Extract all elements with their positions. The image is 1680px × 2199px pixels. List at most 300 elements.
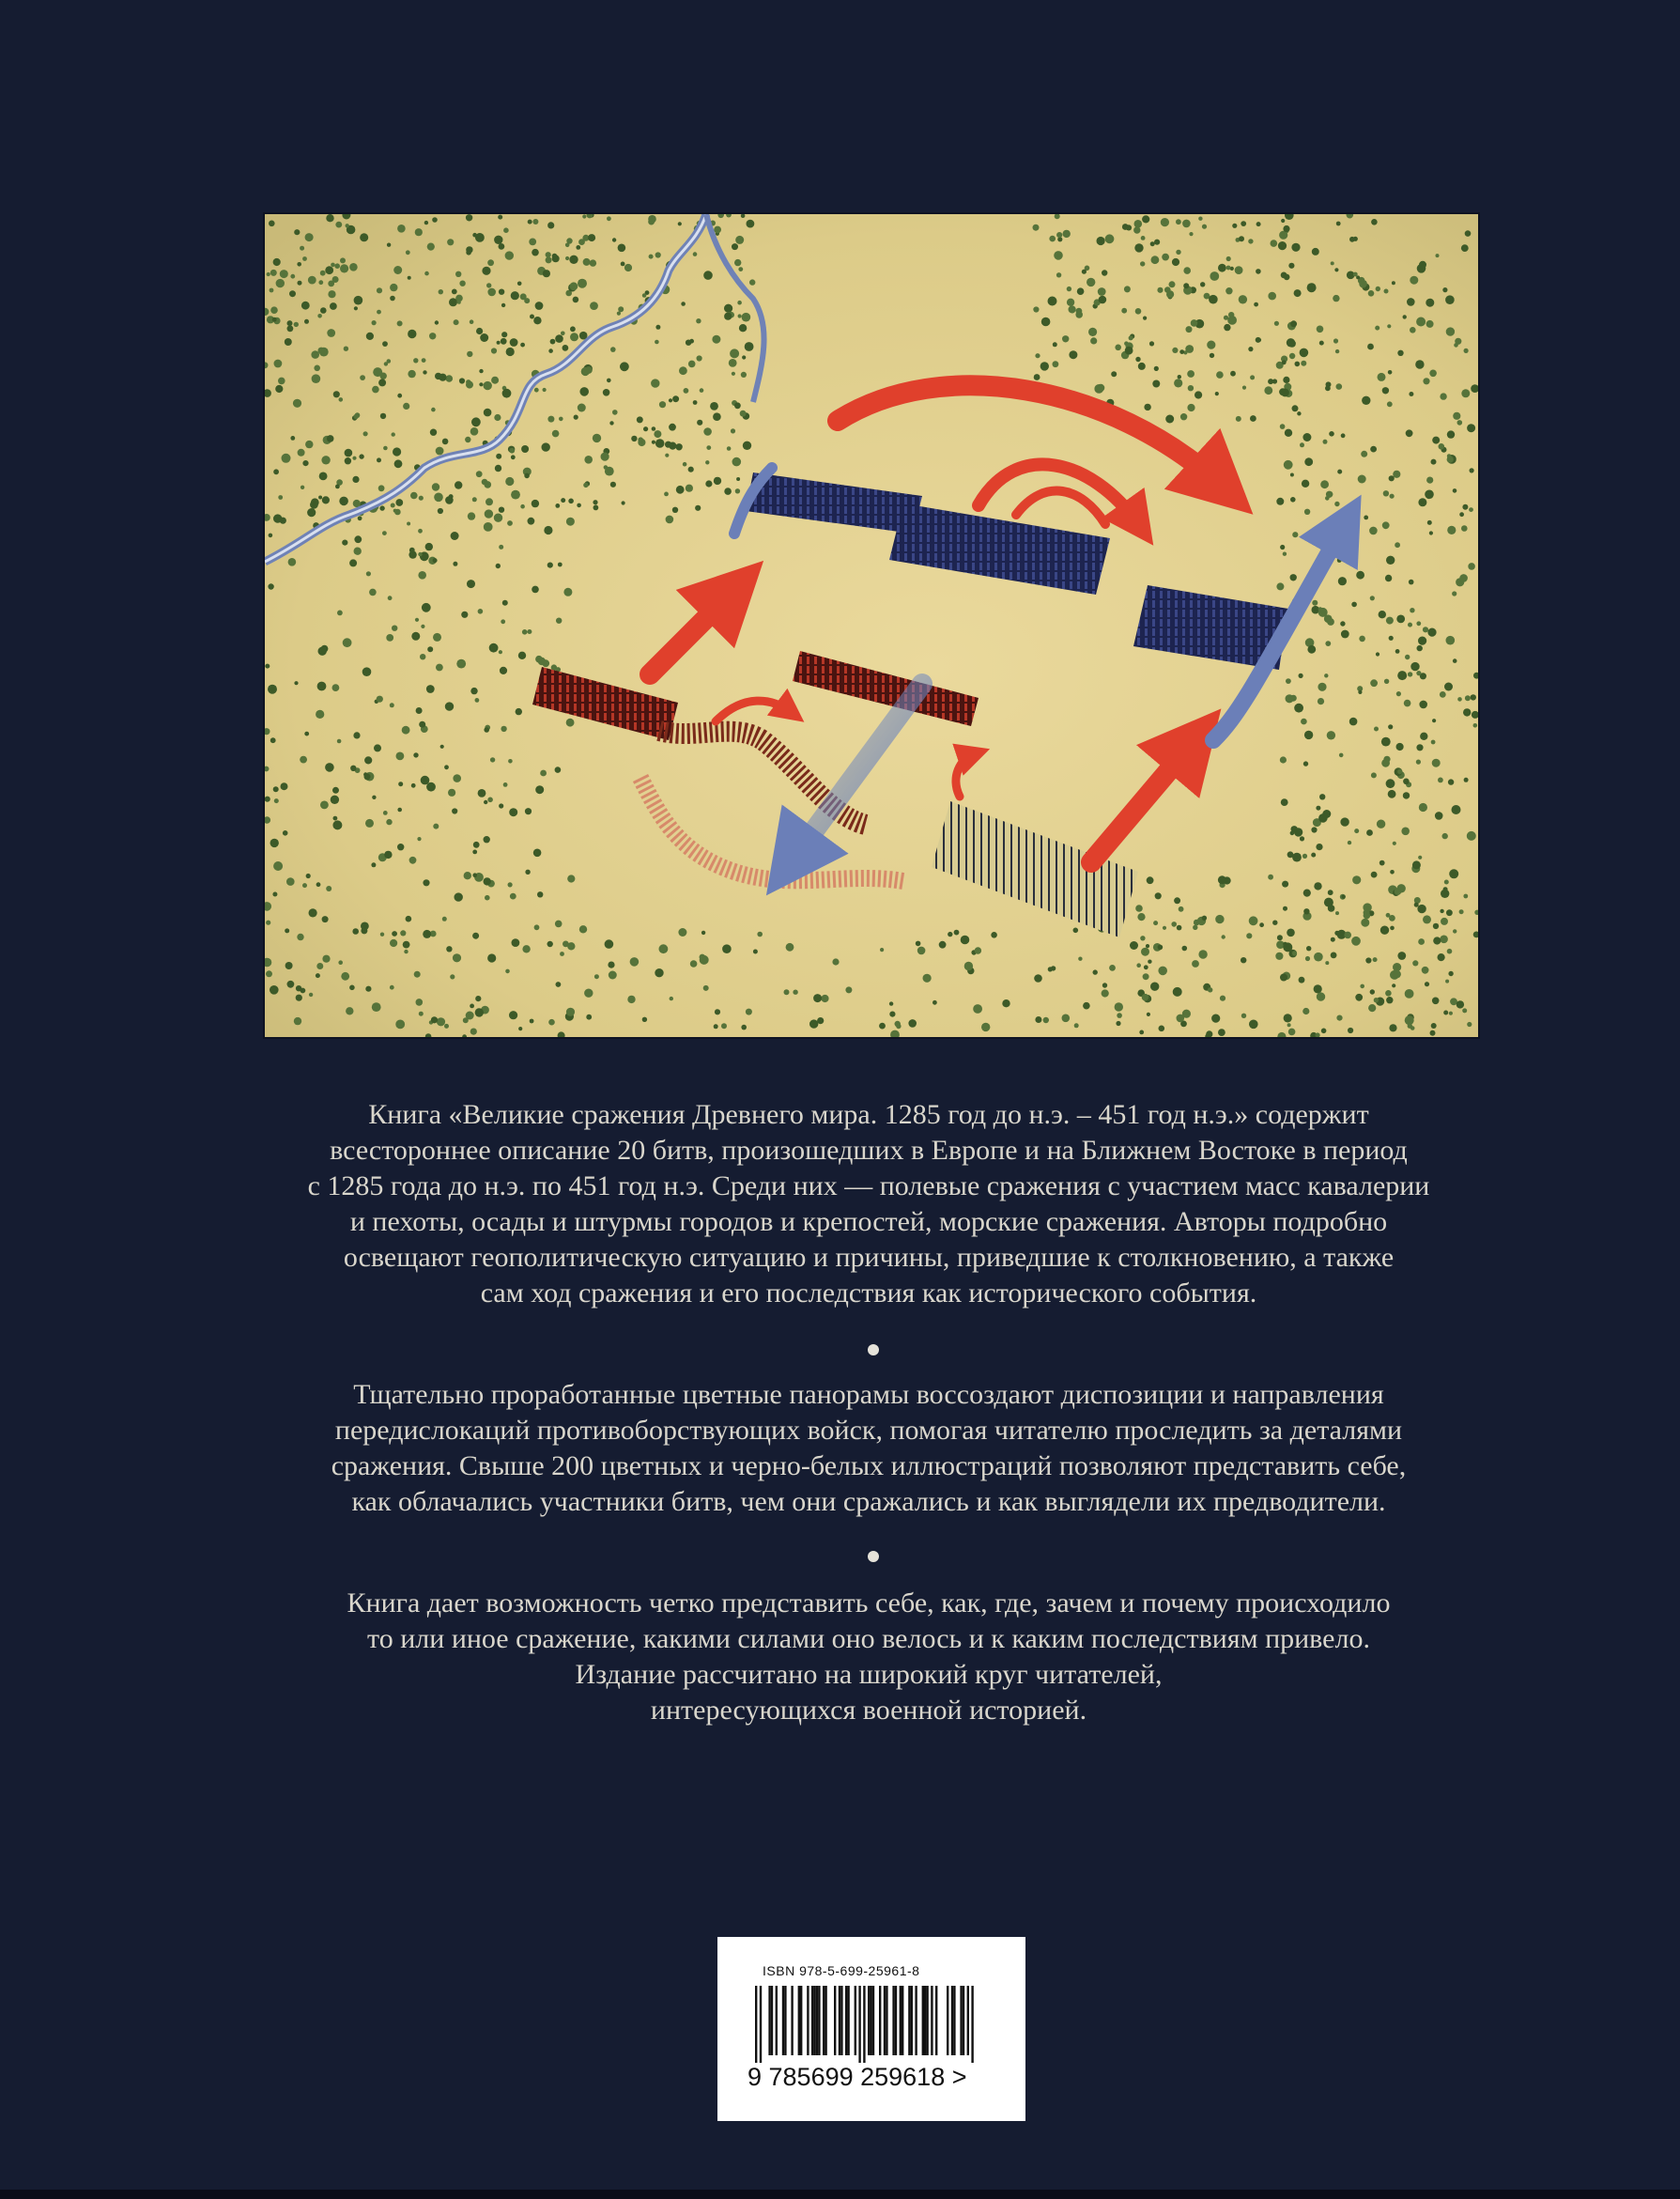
bush xyxy=(354,535,362,543)
bush xyxy=(1318,698,1324,705)
bush xyxy=(1464,778,1469,782)
bush xyxy=(1177,925,1182,931)
bush xyxy=(1077,287,1085,295)
bush xyxy=(478,789,486,798)
bush xyxy=(570,326,576,332)
bush xyxy=(1227,316,1237,325)
bush xyxy=(1416,621,1421,626)
bush xyxy=(1074,1023,1079,1028)
bush xyxy=(565,256,569,260)
bush xyxy=(1448,779,1454,784)
bush xyxy=(1338,577,1347,585)
bush xyxy=(1288,263,1294,269)
bush xyxy=(607,379,611,383)
bush xyxy=(294,681,298,685)
bush xyxy=(296,985,301,991)
bush xyxy=(608,962,614,968)
bush xyxy=(1192,960,1199,968)
text-line: как облачались участники битв, чем они сражались и как выглядели их предводители. xyxy=(351,1486,1386,1517)
bush xyxy=(314,365,320,372)
bush xyxy=(270,288,274,293)
bush xyxy=(479,369,483,373)
bush xyxy=(332,276,339,283)
bush xyxy=(472,497,477,502)
bush xyxy=(487,259,494,266)
bush xyxy=(337,739,342,744)
bush xyxy=(1448,971,1453,976)
bush xyxy=(1259,922,1264,927)
bush xyxy=(288,558,297,566)
bush xyxy=(1409,580,1414,585)
bush xyxy=(455,481,462,488)
bush xyxy=(363,431,368,436)
bush xyxy=(1331,261,1334,265)
bush xyxy=(1306,946,1311,951)
bush xyxy=(1417,645,1423,651)
bush xyxy=(1158,945,1164,951)
bush xyxy=(563,345,569,351)
bush xyxy=(510,893,516,900)
bush xyxy=(529,239,536,246)
bush xyxy=(1370,446,1377,453)
bush xyxy=(631,436,637,441)
bush xyxy=(586,1014,592,1020)
bush xyxy=(714,226,721,234)
bush xyxy=(1438,953,1445,961)
bush xyxy=(1239,236,1244,241)
bush xyxy=(392,432,395,436)
bush xyxy=(740,410,747,417)
bush xyxy=(1248,347,1253,351)
bush xyxy=(734,402,741,409)
bush xyxy=(1200,282,1205,286)
bush xyxy=(1381,737,1391,747)
bush xyxy=(1188,385,1194,391)
barcode-bar xyxy=(845,1986,847,2055)
bush xyxy=(1416,317,1426,327)
bush xyxy=(345,449,353,457)
bush xyxy=(1161,218,1169,226)
bush xyxy=(1189,232,1193,236)
bush xyxy=(382,531,387,535)
bush xyxy=(455,892,463,901)
bush xyxy=(669,398,672,402)
bush xyxy=(1098,287,1106,296)
bush xyxy=(285,338,292,346)
bush xyxy=(273,469,279,474)
bush xyxy=(470,688,477,694)
bush xyxy=(322,496,330,503)
bush xyxy=(1462,504,1468,510)
bush xyxy=(377,310,381,315)
bush xyxy=(423,930,431,938)
bush xyxy=(328,290,335,298)
text-line: сражения. Свыше 200 цветных и черно-белых иллюстраций позволяют представить себе, xyxy=(331,1450,1407,1481)
bush xyxy=(609,971,617,980)
bush xyxy=(1361,451,1367,457)
bush xyxy=(318,348,325,354)
bush xyxy=(395,499,403,506)
bush xyxy=(1115,1002,1123,1011)
bush xyxy=(556,982,562,987)
bush xyxy=(404,950,408,953)
bush xyxy=(466,379,470,384)
bush xyxy=(320,271,326,276)
bush xyxy=(500,667,507,674)
bush xyxy=(520,343,525,348)
bush xyxy=(517,282,522,286)
bush xyxy=(332,820,342,829)
bush xyxy=(655,439,665,448)
bush xyxy=(1395,542,1400,548)
bush xyxy=(570,282,578,290)
bush xyxy=(452,289,457,295)
bush xyxy=(1124,286,1131,292)
bush xyxy=(713,412,721,421)
bush xyxy=(456,659,466,669)
bush xyxy=(1361,919,1369,927)
bush xyxy=(317,682,327,691)
bush xyxy=(991,932,997,938)
bush xyxy=(1141,948,1149,956)
bush xyxy=(418,571,426,580)
bush xyxy=(1367,344,1374,350)
bush xyxy=(1187,404,1194,411)
bush xyxy=(1457,1000,1464,1008)
bush xyxy=(686,485,693,492)
bush xyxy=(548,348,553,353)
bush xyxy=(1335,349,1339,353)
bush xyxy=(1150,241,1155,246)
bush xyxy=(1432,998,1440,1005)
bush xyxy=(555,503,560,508)
bush xyxy=(518,652,526,659)
bush xyxy=(715,1009,720,1014)
bush xyxy=(654,430,661,438)
bush xyxy=(1187,370,1194,378)
bush xyxy=(530,315,534,319)
bush xyxy=(508,759,513,764)
barcode-bar xyxy=(868,1986,870,2055)
barcode-bar xyxy=(926,1986,928,2055)
bush xyxy=(485,895,490,901)
bush xyxy=(1122,224,1129,230)
bush xyxy=(418,529,423,534)
bush xyxy=(1158,967,1167,976)
bush xyxy=(1062,335,1069,342)
bush xyxy=(1294,704,1303,713)
bush xyxy=(735,488,740,493)
bush xyxy=(620,362,629,371)
bush xyxy=(1348,841,1351,844)
bush xyxy=(1194,391,1202,398)
bush xyxy=(558,563,563,567)
bush xyxy=(732,372,735,376)
bush xyxy=(364,773,371,780)
bush xyxy=(569,256,578,264)
bush xyxy=(265,664,270,669)
bush xyxy=(338,960,343,965)
bush xyxy=(383,811,388,815)
bush xyxy=(1385,990,1392,997)
bush xyxy=(1397,671,1407,680)
bush xyxy=(1387,401,1393,407)
barcode-bar xyxy=(839,1986,840,2055)
bush xyxy=(1397,769,1402,774)
bush xyxy=(294,1017,301,1025)
bush xyxy=(333,391,340,397)
bush xyxy=(1418,856,1422,859)
isbn-label: ISBN 978-5-699-25961-8 xyxy=(763,1963,920,1978)
bush xyxy=(652,426,656,431)
bush xyxy=(1302,433,1311,441)
bush xyxy=(649,255,654,259)
bush xyxy=(1467,831,1476,841)
bush xyxy=(1159,1026,1165,1032)
bush xyxy=(439,374,446,381)
bush xyxy=(510,338,518,347)
bush xyxy=(1053,361,1059,367)
bush xyxy=(300,756,307,764)
bush xyxy=(651,379,659,387)
text-line: Издание рассчитано на широкий круг читателей, xyxy=(575,1659,1163,1690)
bush xyxy=(390,284,397,291)
barcode-bar xyxy=(886,1986,887,2055)
bush xyxy=(1143,973,1149,980)
bush xyxy=(422,358,426,363)
bush xyxy=(486,283,491,287)
bush xyxy=(484,800,487,804)
bush xyxy=(1426,320,1434,328)
bush xyxy=(757,932,763,937)
bush xyxy=(1359,280,1367,288)
bush xyxy=(525,808,532,814)
bush xyxy=(1447,430,1455,438)
bush xyxy=(1049,236,1056,242)
bush xyxy=(1320,480,1329,488)
bush xyxy=(1375,326,1379,331)
bush xyxy=(1435,812,1443,820)
bush xyxy=(1302,854,1307,859)
bush xyxy=(494,414,501,421)
barcode-bar xyxy=(884,1986,886,2055)
bush xyxy=(1353,237,1358,241)
bush xyxy=(362,667,372,676)
bush xyxy=(1351,602,1357,608)
bush xyxy=(473,842,480,848)
bush xyxy=(407,522,410,526)
bush xyxy=(1407,298,1415,306)
bush xyxy=(290,274,295,279)
bush xyxy=(337,611,343,616)
bush xyxy=(394,459,403,468)
bush xyxy=(1278,241,1287,250)
bush xyxy=(1179,906,1184,912)
bush xyxy=(1093,969,1098,974)
bush xyxy=(1218,1029,1225,1036)
bush xyxy=(1282,881,1288,888)
bush xyxy=(1325,641,1331,646)
bush xyxy=(738,314,742,317)
bush xyxy=(542,442,550,451)
bush xyxy=(275,385,283,393)
bush xyxy=(408,276,411,280)
bush xyxy=(397,320,403,326)
bush xyxy=(365,986,371,992)
bush xyxy=(1431,459,1437,465)
bush xyxy=(360,233,368,241)
bush xyxy=(1102,983,1107,987)
bush xyxy=(377,457,381,462)
bush xyxy=(742,355,746,359)
bush xyxy=(322,916,329,922)
bush xyxy=(1304,731,1313,739)
bush xyxy=(1294,289,1302,297)
bush xyxy=(1241,221,1246,226)
bush xyxy=(706,445,711,450)
bush xyxy=(1427,628,1436,637)
bush xyxy=(455,271,461,277)
bush xyxy=(610,482,616,488)
bush xyxy=(655,325,660,330)
bush xyxy=(494,236,502,244)
bush xyxy=(436,447,444,456)
bush xyxy=(499,803,503,808)
bush xyxy=(1210,271,1219,281)
bush xyxy=(484,877,491,885)
bush xyxy=(534,924,540,930)
bush xyxy=(532,500,539,507)
bush xyxy=(366,333,374,340)
bush xyxy=(1183,283,1189,288)
bush xyxy=(1215,392,1219,395)
barcode-bar xyxy=(902,1986,903,2055)
bush xyxy=(266,921,270,925)
bush xyxy=(470,427,479,436)
bush xyxy=(384,362,388,365)
bush xyxy=(590,302,598,310)
bush xyxy=(1317,992,1325,1000)
bush xyxy=(335,222,342,228)
bush xyxy=(335,485,340,489)
bush xyxy=(1403,792,1410,798)
barcode-bar xyxy=(900,1986,902,2055)
bush xyxy=(1062,1014,1071,1023)
bush xyxy=(1280,974,1287,982)
bush xyxy=(573,297,579,303)
bush xyxy=(520,293,527,300)
bush xyxy=(683,462,687,467)
barcode-bar xyxy=(768,1986,770,2055)
bush xyxy=(679,366,687,375)
bush xyxy=(290,436,295,441)
bush xyxy=(889,1001,893,1005)
bush xyxy=(294,322,299,327)
bush xyxy=(1069,350,1077,359)
bush xyxy=(1286,678,1291,684)
bush xyxy=(1447,457,1454,463)
bush xyxy=(607,216,611,221)
bush xyxy=(689,339,694,344)
bush xyxy=(316,973,320,978)
bush xyxy=(1457,697,1462,702)
bush xyxy=(1470,468,1474,472)
bush xyxy=(418,552,422,556)
bush xyxy=(1463,894,1468,899)
bush xyxy=(453,953,461,962)
bush xyxy=(1149,341,1154,346)
bush xyxy=(1429,531,1433,534)
bush xyxy=(470,1029,477,1035)
bush xyxy=(813,994,822,1002)
bush xyxy=(742,313,751,322)
bush xyxy=(1281,389,1289,397)
bush xyxy=(1362,396,1370,405)
bush xyxy=(1327,731,1335,739)
bush xyxy=(1097,237,1105,245)
bush xyxy=(280,270,288,278)
bush xyxy=(1198,950,1207,958)
bush xyxy=(1405,655,1410,659)
bush xyxy=(1418,938,1425,945)
bush xyxy=(472,850,477,855)
bush xyxy=(1369,527,1378,535)
bush xyxy=(1389,636,1394,641)
bush xyxy=(1287,1023,1291,1027)
bush xyxy=(550,339,556,345)
barcode-bar xyxy=(818,1986,820,2055)
bush xyxy=(468,512,475,519)
bush xyxy=(1186,326,1193,333)
bush xyxy=(475,996,481,1001)
bush xyxy=(749,279,755,285)
bush xyxy=(406,916,412,922)
bush xyxy=(327,329,335,337)
bush xyxy=(489,643,499,653)
barcode-bar xyxy=(922,1986,924,2055)
bush xyxy=(532,219,538,225)
barcode-bar xyxy=(800,1986,802,2055)
bush xyxy=(1275,952,1283,960)
bush xyxy=(397,844,404,850)
bush xyxy=(793,990,797,995)
bush xyxy=(1449,869,1458,878)
bush xyxy=(585,366,593,374)
bush xyxy=(309,908,317,917)
bush xyxy=(561,498,565,503)
bush xyxy=(1410,327,1416,333)
bush xyxy=(397,808,402,813)
bush xyxy=(353,732,360,738)
bush xyxy=(567,875,575,882)
bush xyxy=(423,879,429,886)
barcode-bar xyxy=(915,1986,917,2055)
bush xyxy=(1461,389,1470,397)
bush xyxy=(547,416,554,423)
bush xyxy=(1097,384,1104,392)
bush xyxy=(511,291,519,300)
bush xyxy=(311,350,319,359)
bush xyxy=(349,559,357,566)
bush xyxy=(1340,621,1345,626)
bush xyxy=(466,214,472,221)
bush xyxy=(727,446,732,451)
bush xyxy=(916,941,921,947)
bush xyxy=(298,449,305,457)
bush xyxy=(1295,362,1301,367)
bush xyxy=(321,456,330,464)
bush xyxy=(305,441,313,448)
